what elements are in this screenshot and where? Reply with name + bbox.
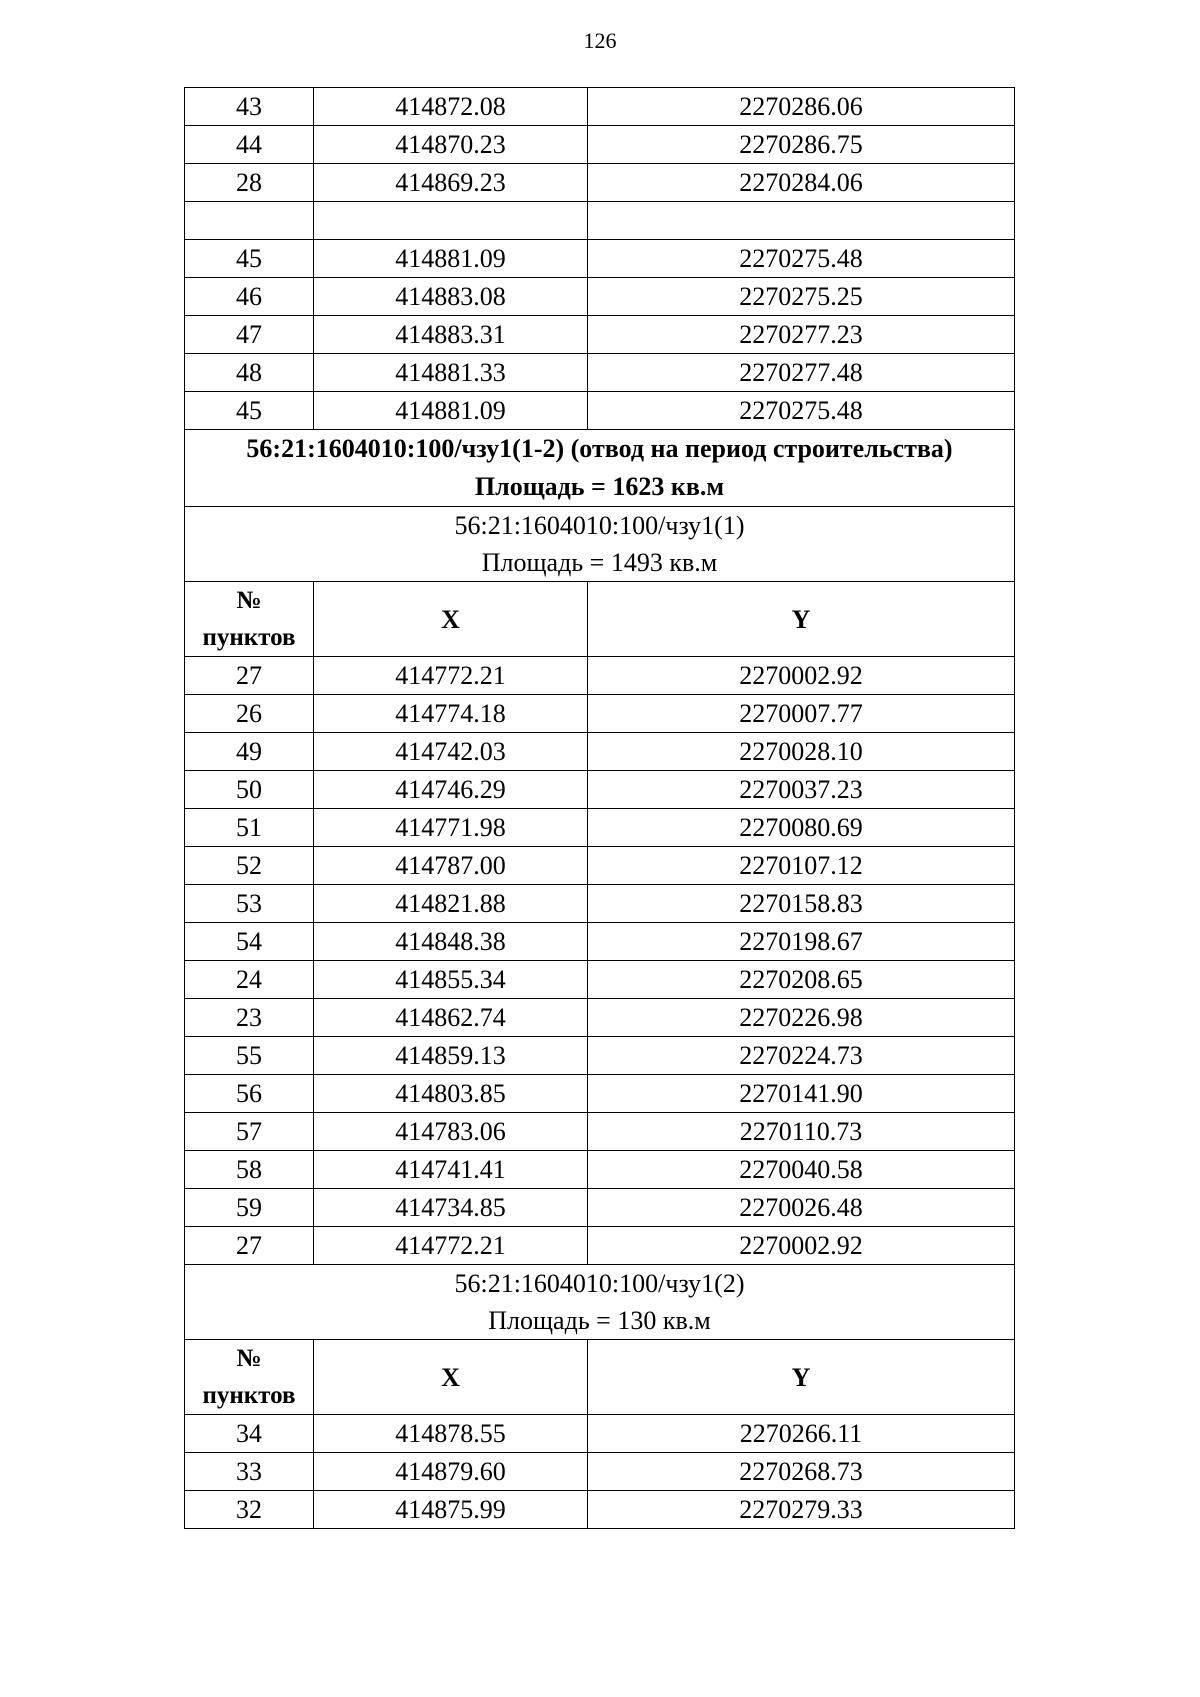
subsection-2-group	[185, 1265, 1015, 1415]
subsection-2-area: Площадь = 130 кв.м	[488, 1306, 711, 1335]
y-coordinate-cell: 2270007.77	[588, 695, 1015, 733]
y-coordinate-cell: 2270279.33	[588, 1491, 1015, 1529]
x-coordinate-cell: 414772.21	[314, 657, 588, 695]
x-coordinate-cell: 414741.41	[314, 1151, 588, 1189]
x-coordinate-cell: 414734.85	[314, 1189, 588, 1227]
table-row	[185, 1189, 1015, 1227]
section-title-line1: 56:21:1604010:100/чзу1(1-2) (отвод на период строительства)	[246, 434, 953, 463]
point-number-cell: 33	[185, 1453, 314, 1491]
point-number-cell: 51	[185, 809, 314, 847]
subsection-2-title	[185, 1265, 1015, 1340]
point-number-cell: 47	[185, 316, 314, 354]
table-row	[185, 240, 1015, 278]
y-coordinate-cell: 2270198.67	[588, 923, 1015, 961]
x-coordinate-cell: 414855.34	[314, 961, 588, 999]
subsection-2-title-line1: 56:21:1604010:100/чзу1(2)	[454, 1269, 745, 1298]
top-rows-group	[185, 88, 1015, 430]
table-row	[185, 809, 1015, 847]
point-number-cell: 26	[185, 695, 314, 733]
subsection-title-row	[185, 1265, 1015, 1340]
coordinates-table	[184, 87, 1015, 1529]
table-row	[185, 88, 1015, 126]
subsection-1-rows	[185, 657, 1015, 1265]
x-coordinate-cell: 414859.13	[314, 1037, 588, 1075]
y-coordinate-cell: 2270141.90	[588, 1075, 1015, 1113]
x-coordinate-cell: 414848.38	[314, 923, 588, 961]
y-coordinate-cell: 2270158.83	[588, 885, 1015, 923]
y-coordinate-cell: 2270275.25	[588, 278, 1015, 316]
x-coordinate-cell: 414879.60	[314, 1453, 588, 1491]
x-coordinate-cell: 414746.29	[314, 771, 588, 809]
point-number-cell: 34	[185, 1415, 314, 1453]
y-coordinate-cell: 2270277.48	[588, 354, 1015, 392]
header-num-symbol: №	[236, 1345, 262, 1372]
table-row	[185, 657, 1015, 695]
y-coordinate-cell: 2270208.65	[588, 961, 1015, 999]
y-coordinate-cell: 2270037.23	[588, 771, 1015, 809]
table-row	[185, 1037, 1015, 1075]
x-coordinate-cell: 414821.88	[314, 885, 588, 923]
section-title-row	[185, 430, 1015, 507]
empty-row	[185, 202, 1015, 240]
table-row	[185, 1491, 1015, 1529]
point-number-cell: 27	[185, 1227, 314, 1265]
header-y: Y	[588, 1340, 1015, 1415]
y-coordinate-cell: 2270026.48	[588, 1189, 1015, 1227]
table-row	[185, 278, 1015, 316]
table-row	[185, 1075, 1015, 1113]
y-coordinate-cell: 2270080.69	[588, 809, 1015, 847]
point-number-cell: 58	[185, 1151, 314, 1189]
table-row	[185, 733, 1015, 771]
y-coordinate-cell	[588, 202, 1015, 240]
table-header-row	[185, 582, 1015, 657]
table-row	[185, 1453, 1015, 1491]
table-row	[185, 999, 1015, 1037]
y-coordinate-cell: 2270284.06	[588, 164, 1015, 202]
page-number: 126	[583, 28, 617, 53]
point-number-cell: 52	[185, 847, 314, 885]
section-group	[185, 430, 1015, 657]
x-coordinate-cell: 414883.31	[314, 316, 588, 354]
point-number-cell: 57	[185, 1113, 314, 1151]
y-coordinate-cell: 2270268.73	[588, 1453, 1015, 1491]
table-header-row	[185, 1340, 1015, 1415]
point-number-cell: 53	[185, 885, 314, 923]
header-num	[185, 1340, 314, 1415]
table-row	[185, 392, 1015, 430]
y-coordinate-cell: 2270266.11	[588, 1415, 1015, 1453]
x-coordinate-cell: 414881.09	[314, 240, 588, 278]
x-coordinate-cell: 414742.03	[314, 733, 588, 771]
y-coordinate-cell: 2270286.75	[588, 126, 1015, 164]
x-coordinate-cell: 414870.23	[314, 126, 588, 164]
x-coordinate-cell: 414771.98	[314, 809, 588, 847]
x-coordinate-cell: 414883.08	[314, 278, 588, 316]
y-coordinate-cell: 2270002.92	[588, 657, 1015, 695]
x-coordinate-cell: 414869.23	[314, 164, 588, 202]
y-coordinate-cell: 2270226.98	[588, 999, 1015, 1037]
y-coordinate-cell: 2270275.48	[588, 392, 1015, 430]
point-number-cell: 49	[185, 733, 314, 771]
table-row	[185, 316, 1015, 354]
point-number-cell: 44	[185, 126, 314, 164]
y-coordinate-cell: 2270028.10	[588, 733, 1015, 771]
point-number-cell: 50	[185, 771, 314, 809]
x-coordinate-cell: 414803.85	[314, 1075, 588, 1113]
y-coordinate-cell: 2270002.92	[588, 1227, 1015, 1265]
header-x: X	[314, 1340, 588, 1415]
x-coordinate-cell: 414878.55	[314, 1415, 588, 1453]
point-number-cell: 55	[185, 1037, 314, 1075]
y-coordinate-cell: 2270277.23	[588, 316, 1015, 354]
point-number-cell: 45	[185, 392, 314, 430]
y-coordinate-cell: 2270275.48	[588, 240, 1015, 278]
x-coordinate-cell: 414862.74	[314, 999, 588, 1037]
point-number-cell: 32	[185, 1491, 314, 1529]
header-num-label: пунктов	[202, 624, 296, 651]
point-number-cell: 46	[185, 278, 314, 316]
y-coordinate-cell: 2270224.73	[588, 1037, 1015, 1075]
table-row	[185, 885, 1015, 923]
table-row	[185, 1415, 1015, 1453]
header-num	[185, 582, 314, 657]
point-number-cell: 56	[185, 1075, 314, 1113]
y-coordinate-cell: 2270107.12	[588, 847, 1015, 885]
table-row	[185, 695, 1015, 733]
table-row	[185, 1151, 1015, 1189]
x-coordinate-cell: 414875.99	[314, 1491, 588, 1529]
point-number-cell: 27	[185, 657, 314, 695]
point-number-cell: 23	[185, 999, 314, 1037]
x-coordinate-cell: 414787.00	[314, 847, 588, 885]
y-coordinate-cell: 2270110.73	[588, 1113, 1015, 1151]
x-coordinate-cell: 414881.09	[314, 392, 588, 430]
y-coordinate-cell: 2270286.06	[588, 88, 1015, 126]
point-number-cell	[185, 202, 314, 240]
x-coordinate-cell	[314, 202, 588, 240]
point-number-cell: 43	[185, 88, 314, 126]
point-number-cell: 24	[185, 961, 314, 999]
x-coordinate-cell: 414783.06	[314, 1113, 588, 1151]
x-coordinate-cell: 414772.21	[314, 1227, 588, 1265]
table-row	[185, 126, 1015, 164]
section-title	[185, 430, 1015, 507]
subsection-1-area: Площадь = 1493 кв.м	[481, 548, 718, 577]
table-row	[185, 923, 1015, 961]
table-row	[185, 961, 1015, 999]
point-number-cell: 59	[185, 1189, 314, 1227]
subsection-1-title-line1: 56:21:1604010:100/чзу1(1)	[454, 511, 745, 540]
point-number-cell: 54	[185, 923, 314, 961]
x-coordinate-cell: 414881.33	[314, 354, 588, 392]
section-area: Площадь = 1623 кв.м	[474, 472, 725, 501]
subsection-title-row	[185, 507, 1015, 582]
x-coordinate-cell: 414774.18	[314, 695, 588, 733]
subsection-2-rows	[185, 1415, 1015, 1529]
point-number-cell: 45	[185, 240, 314, 278]
table-row	[185, 847, 1015, 885]
subsection-1-title	[185, 507, 1015, 582]
header-num-symbol: №	[236, 587, 262, 614]
header-x: X	[314, 582, 588, 657]
header-y: Y	[588, 582, 1015, 657]
table-row	[185, 164, 1015, 202]
x-coordinate-cell: 414872.08	[314, 88, 588, 126]
table-row	[185, 1113, 1015, 1151]
point-number-cell: 48	[185, 354, 314, 392]
point-number-cell: 28	[185, 164, 314, 202]
y-coordinate-cell: 2270040.58	[588, 1151, 1015, 1189]
header-num-label: пунктов	[202, 1382, 296, 1409]
table-row	[185, 354, 1015, 392]
table-row	[185, 1227, 1015, 1265]
table-row	[185, 771, 1015, 809]
